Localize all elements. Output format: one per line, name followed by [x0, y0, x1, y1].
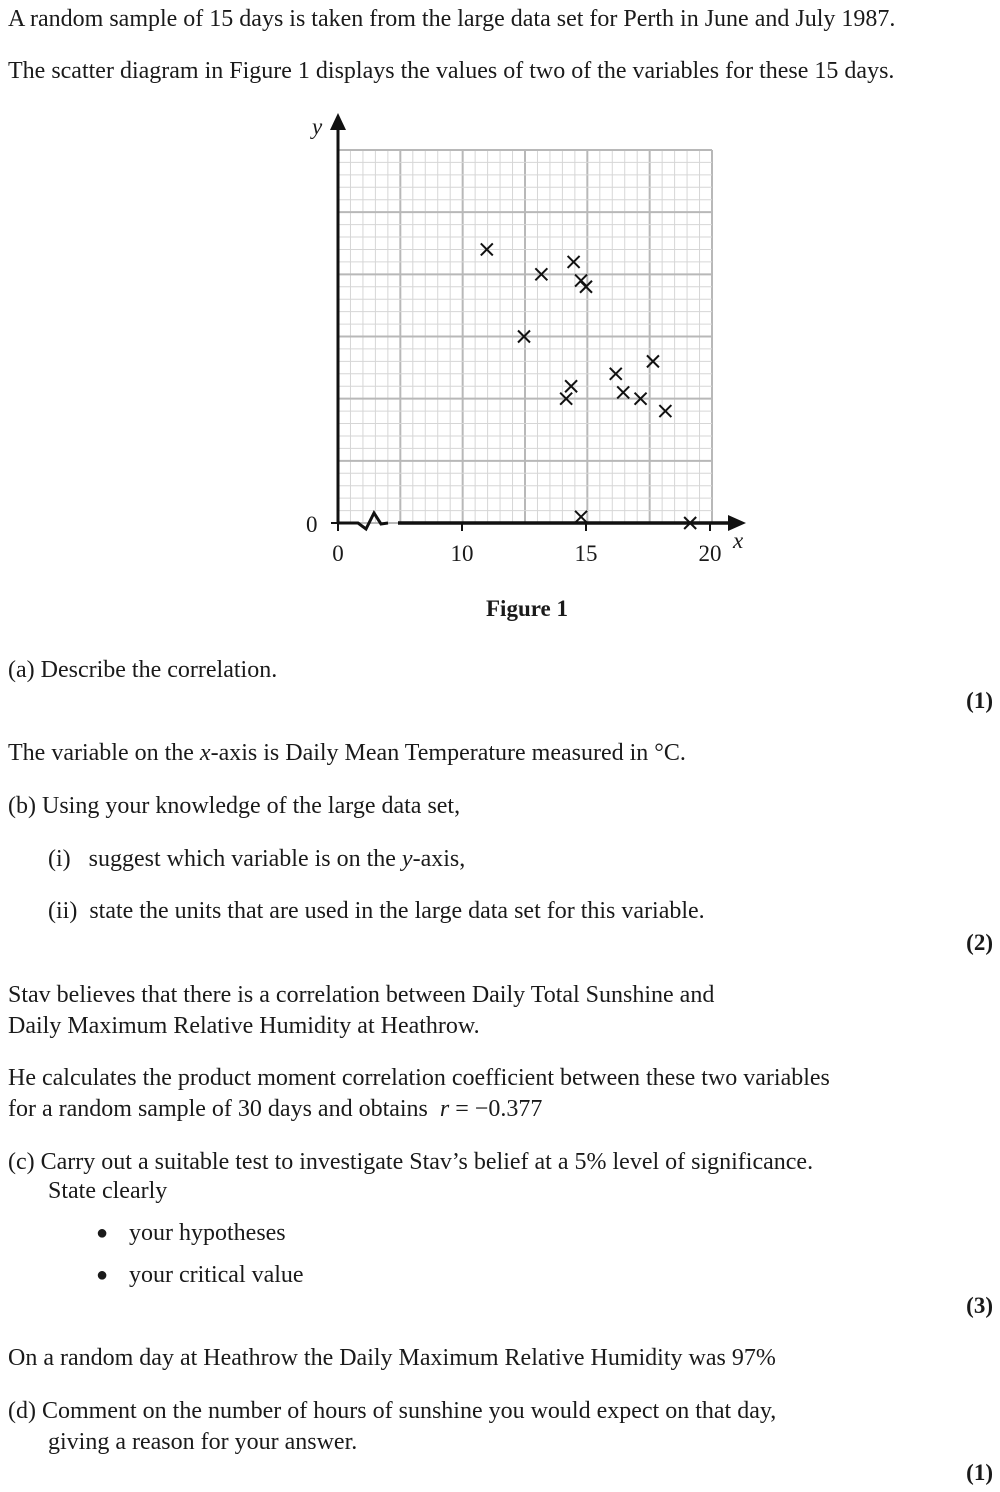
part-b-ii-text: state the units that are used in the large data set for this variable.	[89, 898, 705, 924]
y-zero-label: 0	[306, 512, 318, 537]
part-b-i-post: -axis,	[412, 846, 466, 872]
bullet-icon: ●	[96, 1264, 109, 1286]
y-axis-arrow	[330, 113, 346, 130]
scatter-point-cross	[617, 386, 629, 398]
part-c-question	[8, 1147, 813, 1177]
part-b-i-pre: suggest which variable is on the	[88, 846, 402, 872]
calc-r-symbol: r	[439, 1096, 450, 1122]
x-axis-label: x	[733, 528, 744, 553]
part-b-ii-label: (ii)	[48, 898, 78, 924]
x-tick-label-10: 10	[450, 541, 474, 566]
calc-line-2-pre: for a random sample of 30 days and obtains	[8, 1096, 440, 1122]
part-d-line-1: Comment on the number of hours of sunshine you would expect on that day,	[41, 1398, 777, 1424]
part-d-line-2: giving a reason for your answer.	[48, 1429, 358, 1455]
part-c-bullet-1: your hypotheses	[129, 1220, 286, 1246]
y-axis-label: y	[312, 114, 323, 139]
part-a-text: Describe the correlation.	[40, 657, 278, 683]
x-axis-info	[8, 738, 686, 768]
part-b-question	[8, 791, 460, 821]
calc-line-2	[8, 1094, 542, 1124]
intro-line-2: The scatter diagram in Figure 1 displays the values of two of the variables for these 15 days.	[8, 58, 895, 84]
x-tick-label-0: 0	[332, 541, 344, 566]
part-a-question	[8, 655, 277, 685]
part-d-label: (d)	[8, 1398, 36, 1424]
scatter-figure	[0, 0, 1000, 640]
calc-r-value: = −0.377	[449, 1096, 543, 1122]
part-c-line-2: State clearly	[48, 1178, 168, 1204]
x-tick-label-15: 15	[574, 541, 598, 566]
x-info-var: x	[199, 740, 211, 766]
part-b-i-var: y	[401, 846, 413, 872]
intro-line-1: A random sample of 15 days is taken from the large data set for Perth in June and July 1987.	[8, 6, 896, 32]
part-a-label: (a)	[8, 657, 35, 683]
figure-caption: Figure 1	[486, 596, 568, 621]
part-b-ii	[48, 896, 705, 926]
part-b-i	[48, 844, 465, 874]
part-c-line-1: Carry out a suitable test to investigate Stav’s belief at a 5% level of significance.	[40, 1149, 814, 1175]
part-c-label: (c)	[8, 1149, 35, 1175]
axes	[330, 113, 746, 531]
bullet-icon: ●	[96, 1222, 109, 1244]
part-b-marks: (2)	[966, 930, 993, 955]
part-a-marks: (1)	[966, 688, 993, 713]
x-tick-label-20: 20	[698, 541, 722, 566]
part-c-marks: (3)	[966, 1293, 993, 1318]
x-info-post: -axis is Daily Mean Temperature measured in °C.	[210, 740, 686, 766]
part-b-text: Using your knowledge of the large data set,	[41, 793, 461, 819]
part-c-bullet-2: your critical value	[129, 1262, 304, 1288]
calc-line-1: He calculates the product moment correlation coefficient between these two variables	[8, 1065, 830, 1091]
part-d-question	[8, 1396, 776, 1426]
scatter-point-cross	[575, 511, 587, 523]
stav-line-1: Stav believes that there is a correlation between Daily Total Sunshine and	[8, 982, 715, 1008]
x-info-pre: The variable on the	[8, 740, 200, 766]
humidity-statement: On a random day at Heathrow the Daily Maximum Relative Humidity was 97%	[8, 1345, 776, 1371]
part-d-marks: (1)	[966, 1460, 993, 1485]
part-b-label: (b)	[8, 793, 36, 819]
stav-line-2: Daily Maximum Relative Humidity at Heathrow.	[8, 1013, 480, 1039]
part-b-i-label: (i)	[48, 846, 71, 872]
